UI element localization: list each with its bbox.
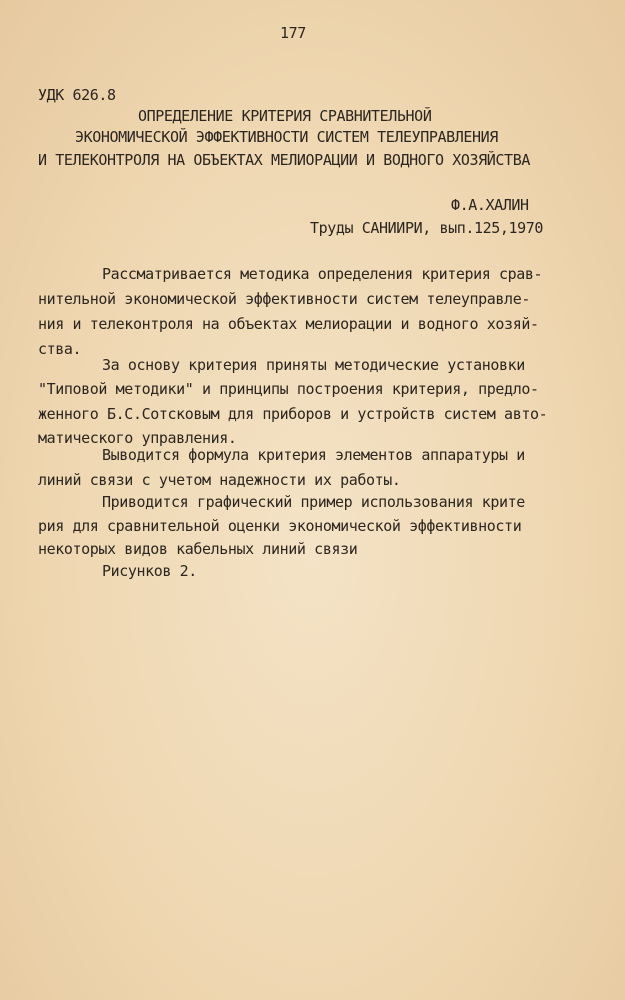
paragraph-2-line-4: матического управления.: [38, 429, 237, 447]
paragraph-2-line-3: женного Б.С.Сотсковым для приборов и устройств систем авто-: [38, 405, 548, 423]
paragraph-4-line-3: некоторых видов кабельных линий связи: [38, 540, 358, 558]
source-citation: Труды САНИИРИ, вып.125,1970: [310, 219, 544, 237]
title-line-1: ОПРЕДЕЛЕНИЕ КРИТЕРИЯ СРАВНИТЕЛЬНОЙ: [138, 107, 432, 125]
paragraph-1-line-3: ния и телеконтроля на объектах мелиорации и водного хозяй-: [38, 315, 539, 333]
paragraph-2-line-1: За основу критерия приняты методические установки: [102, 356, 525, 374]
author: Ф.А.ХАЛИН: [451, 196, 529, 214]
title-line-3: И ТЕЛЕКОНТРОЛЯ НА ОБЪЕКТАХ МЕЛИОРАЦИИ И ВОДНОГО ХОЗЯЙСТВА: [38, 151, 530, 169]
paragraph-4-line-2: рия для сравнительной оценки экономической эффективности: [38, 517, 522, 535]
paragraph-2-line-2: "Типовой методики" и принципы построения критерия, предло-: [38, 380, 539, 398]
title-line-2: ЭКОНОМИЧЕСКОЙ ЭФФЕКТИВНОСТИ СИСТЕМ ТЕЛЕУПРАВЛЕНИЯ: [75, 128, 498, 146]
paragraph-3-line-1: Выводится формула критерия элементов аппаратуры и: [102, 446, 525, 464]
paragraph-4-line-1: Приводится графический пример использования крите: [102, 493, 525, 511]
udk-code: УДК 626.8: [38, 86, 116, 104]
figures-count: Рисунков 2.: [102, 562, 197, 580]
paragraph-1-line-4: ства.: [38, 340, 82, 358]
paragraph-1-line-1: Рассматривается методика определения критерия срав-: [102, 265, 543, 283]
page-number: 177: [280, 24, 306, 42]
paragraph-3-line-2: линий связи с учетом надежности их работы.: [38, 471, 401, 489]
paragraph-1-line-2: нительной экономической эффективности систем телеуправле-: [38, 290, 530, 308]
